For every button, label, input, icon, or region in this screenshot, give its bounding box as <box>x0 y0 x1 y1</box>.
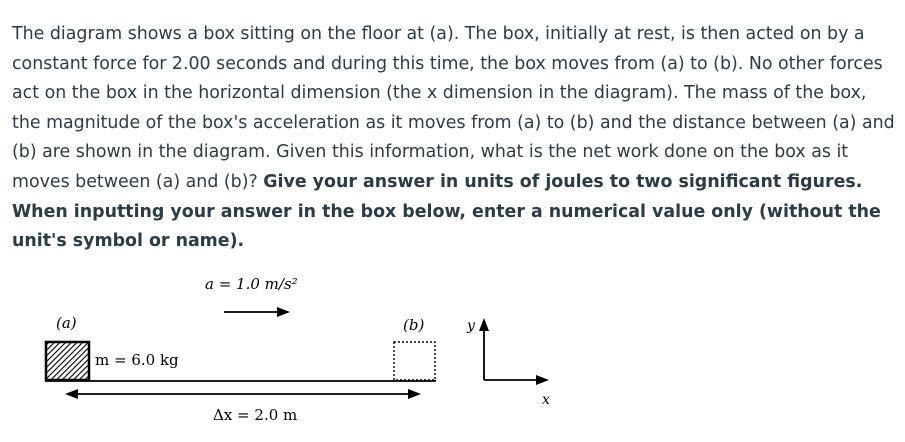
label-a: (a) <box>56 314 77 332</box>
label-b: (b) <box>403 316 425 334</box>
question-instructions: Give your answer in units of joules to two significant figures. When inputting your answer in the box below, enter a numerical value only (without the unit's symbol or name). <box>12 171 881 252</box>
acceleration-label: a = 1.0 m/s² <box>205 275 298 293</box>
displacement-label: Δx = 2.0 m <box>213 406 298 424</box>
box-at-a <box>46 342 89 380</box>
axis-y-label: y <box>467 318 475 334</box>
axis-x-label: x <box>542 392 550 408</box>
question-body: The diagram shows a box sitting on the floor at (a). The box, initially at rest, is then acted on by a constant force for 2.00 seconds and during this time, the box moves from (a) to (b). No other forces act on the box in the horizontal dimension (the x dimension in the diagram). The mass of the box, the magnitude of the box's acceleration as it moves from (a) to (b) and the distance between (a) and (b) are shown in the diagram. Given this information, what is the net work done on the box as it moves between (a) and (b)? <box>12 24 895 192</box>
mass-label: m = 6.0 kg <box>95 351 179 369</box>
acceleration-arrow <box>224 307 290 317</box>
box-outline-at-b <box>394 342 435 380</box>
displacement-arrow <box>65 389 421 399</box>
coordinate-axes <box>479 318 549 385</box>
